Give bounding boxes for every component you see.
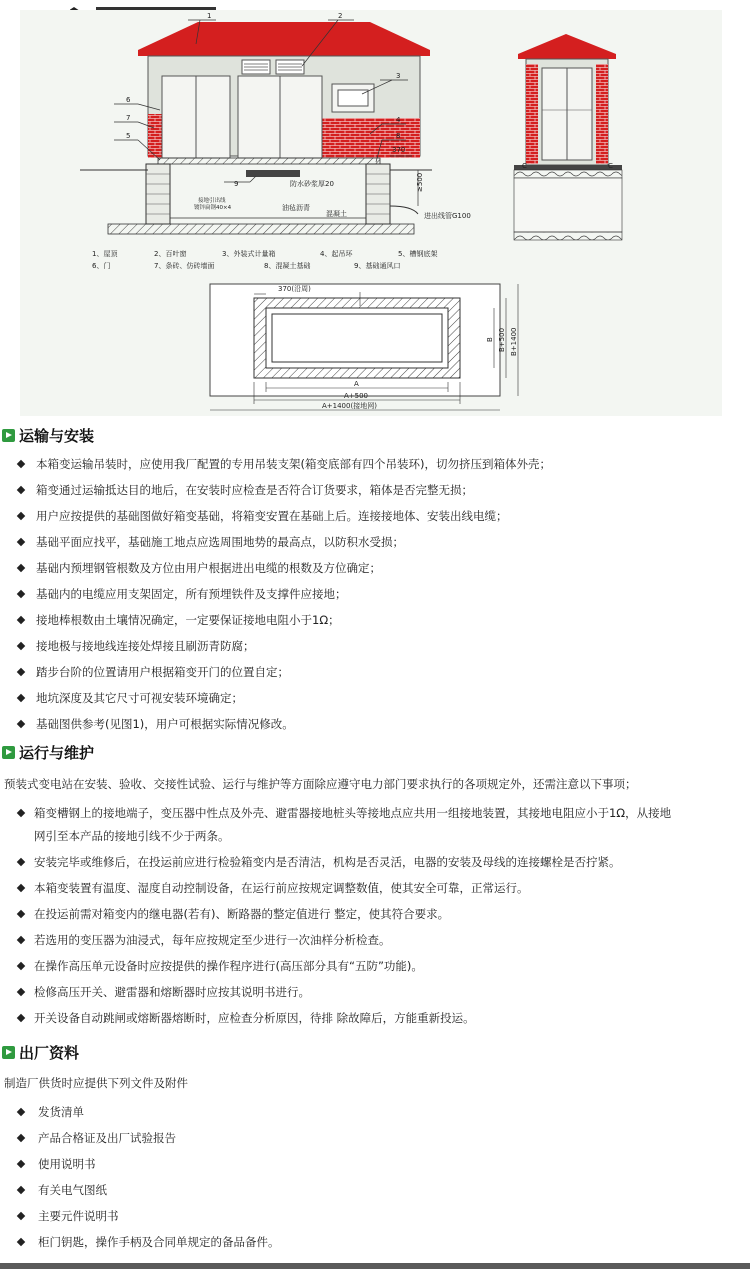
- svg-text:5、槽钢底架: 5、槽钢底架: [398, 250, 438, 258]
- operation-intro: 预装式变电站在安装、验收、交接性试验、运行与维护等方面除应遵守电力部门要求执行的各项规定外，还需注意以下事项；: [4, 777, 637, 791]
- label-ground-lead-2: 镀锌扁钢40×4: [194, 205, 232, 211]
- list-item: 检修高压开关、避雷器和熔断器时应按其说明书进行。: [34, 985, 310, 999]
- list-item: 地坑深度及其它尺寸可视安装环境确定；: [36, 691, 243, 705]
- substation-diagram: [20, 10, 722, 416]
- diagram-legend: [92, 249, 437, 270]
- diamond-bullet-icon: [17, 936, 25, 944]
- footer-divider: [0, 1263, 750, 1269]
- list-item-continuation: 网引至本产品的接地引线不少于两条。: [34, 829, 230, 843]
- dim-500: ≥500: [416, 172, 424, 192]
- section-header-operation: [2, 741, 94, 763]
- diamond-bullet-icon: [17, 858, 25, 866]
- list-item: 若选用的变压器为油浸式，每年应按规定至少进行一次油样分析检查。: [34, 933, 391, 947]
- section-title: 运输与安装: [19, 426, 95, 445]
- side-elevation: [514, 34, 622, 240]
- list-item: 有关电气图纸: [38, 1183, 107, 1197]
- callout-4: 4: [396, 116, 401, 124]
- label-concrete: 混凝土: [326, 210, 347, 218]
- diamond-bullet-icon: [17, 1108, 25, 1116]
- label-ground-lead-1: 接地引出线: [198, 198, 226, 204]
- callout-5: 5: [126, 132, 131, 140]
- list-item: 在投运前需对箱变内的继电器(若有)、断路器的整定值进行 整定，使其符合要求。: [34, 907, 450, 921]
- callout-3: 3: [396, 72, 401, 80]
- diamond-bullet-icon: [17, 590, 25, 598]
- diamond-bullet-icon: [17, 1186, 25, 1194]
- list-item: 本箱变装置有温度、湿度自动控制设备，在运行前应按规定调整数值，使其安全可靠，正常运行。: [34, 881, 529, 895]
- foundation-plan: [210, 284, 518, 410]
- side-label-c-right: C: [608, 162, 613, 170]
- list-item: 箱变槽钢上的接地端子，变压器中性点及外壳、避雷器接地桩头等接地点应共用一组接地装置，其接地电阻应小于1Ω，从接地: [34, 806, 672, 820]
- list-item: 基础平面应找平，基础施工地点应选周围地势的最高点，以防积水受损；: [36, 535, 404, 549]
- section-title: 出厂资料: [19, 1043, 80, 1062]
- svg-text:7、条砖、仿砖墙面: 7、条砖、仿砖墙面: [154, 262, 215, 270]
- list-item: 基础内的电缆应用支架固定，所有预埋铁件及支撑件应接地；: [36, 587, 347, 601]
- list-item: 开关设备自动跳闸或熔断器熔断时，应检查分析原因，待排 除故障后，方能重新投运。: [34, 1011, 475, 1025]
- plan-dim-b: B: [486, 337, 494, 342]
- diamond-bullet-icon: [17, 642, 25, 650]
- section-header-documents: [2, 1041, 79, 1063]
- diamond-bullet-icon: [17, 988, 25, 996]
- plan-dim-a1400: A+1400(接地网): [322, 402, 377, 410]
- diamond-bullet-icon: [17, 809, 25, 817]
- list-item: 接地极与接地线连接处焊接且刷沥青防腐；: [36, 639, 255, 653]
- front-elevation: [80, 12, 471, 270]
- list-item: 接地棒根数由土壤情况确定，一定要保证接地电阻小于1Ω；: [36, 613, 340, 627]
- callout-6: 6: [126, 96, 131, 104]
- list-item: 基础图供参考(见图1)，用户可根据实际情况修改。: [36, 717, 294, 731]
- svg-text:1、屋顶: 1、屋顶: [92, 250, 118, 258]
- diamond-bullet-icon: [17, 962, 25, 970]
- callout-2: 2: [338, 12, 343, 20]
- list-item: 在操作高压单元设备时应按提供的操作程序进行(高压部分具有“五防”功能)。: [34, 959, 423, 973]
- diamond-bullet-icon: [17, 460, 25, 468]
- list-item: 发货清单: [38, 1105, 84, 1119]
- list-item: 踏步台阶的位置请用户根据箱变开门的位置自定；: [36, 665, 289, 679]
- label-cable-pipe: 进出线管G100: [424, 212, 471, 220]
- svg-text:2、百叶窗: 2、百叶窗: [154, 250, 187, 258]
- diamond-bullet-icon: [17, 564, 25, 572]
- list-item: 柜门钥匙，操作手柄及合同单规定的备品备件。: [38, 1235, 280, 1249]
- diamond-bullet-icon: [17, 668, 25, 676]
- svg-text:6、门: 6、门: [92, 262, 111, 270]
- plan-dim-a: A: [354, 380, 359, 388]
- callout-8: 8: [396, 132, 401, 140]
- list-item: 使用说明书: [38, 1157, 96, 1171]
- list-item: 本箱变运输吊装时，应使用我厂配置的专用吊装支架(箱变底部有四个吊装环)，切勿挤压到箱体外壳；: [36, 457, 551, 471]
- svg-text:9、基础通风口: 9、基础通风口: [354, 262, 401, 270]
- diamond-bullet-icon: [17, 538, 25, 546]
- diamond-bullet-icon: [17, 1212, 25, 1220]
- section-title: 运行与维护: [19, 743, 95, 762]
- list-item: 产品合格证及出厂试验报告: [38, 1131, 176, 1145]
- diamond-bullet-icon: [17, 1134, 25, 1142]
- cut-off-header: [70, 0, 250, 8]
- list-item: 用户应按提供的基础图做好箱变基础，将箱变安置在基础上后。连接接地体、安装出线电缆；: [36, 509, 508, 523]
- diamond-bullet-icon: [17, 720, 25, 728]
- diamond-bullet-icon: [17, 694, 25, 702]
- label-asphalt: 油毡沥青: [282, 204, 310, 212]
- diamond-bullet-icon: [17, 1014, 25, 1022]
- diamond-bullet-icon: [17, 512, 25, 520]
- list-item: 箱变通过运输抵达目的地后，在安装时应检查是否符合订货要求，箱体是否完整无损；: [36, 483, 473, 497]
- diamond-bullet-icon: [17, 910, 25, 918]
- plan-dim-370: 370(沿周): [278, 285, 311, 293]
- list-item: 基础内预埋钢管根数及方位由用户根据进出电缆的根数及方位确定；: [36, 561, 381, 575]
- label-waterproof: 防水砂浆厚20: [290, 180, 334, 188]
- plan-dim-a500: A+500: [344, 392, 369, 400]
- list-item: 安装完毕或维修后，在投运前应进行检验箱变内是否清洁，机构是否灵活，电器的安装及母线的连接螺栓是否拧紧。: [34, 855, 621, 869]
- svg-text:3、外装式计量箱: 3、外装式计量箱: [222, 250, 276, 258]
- callout-7: 7: [126, 114, 131, 122]
- documents-intro: 制造厂供货时应提供下列文件及附件: [4, 1076, 188, 1090]
- diamond-bullet-icon: [17, 1238, 25, 1246]
- diamond-bullet-icon: [17, 486, 25, 494]
- dim-370: 370: [392, 146, 406, 154]
- section-header-transport: [2, 424, 94, 446]
- arrow-icon: [2, 429, 15, 442]
- side-label-c-left: C: [522, 162, 527, 170]
- plan-dim-b500: B+500: [498, 327, 506, 352]
- arrow-icon: [2, 1046, 15, 1059]
- callout-1: 1: [207, 12, 212, 20]
- diamond-bullet-icon: [17, 616, 25, 624]
- svg-text:4、起吊环: 4、起吊环: [320, 250, 353, 258]
- diamond-bullet-icon: [17, 1160, 25, 1168]
- diamond-bullet-icon: [17, 884, 25, 892]
- arrow-icon: [2, 746, 15, 759]
- svg-text:8、混凝土基础: 8、混凝土基础: [264, 262, 311, 270]
- plan-dim-b1400: B+1400: [510, 327, 518, 356]
- list-item: 主要元件说明书: [38, 1209, 119, 1223]
- callout-9: 9: [234, 180, 239, 188]
